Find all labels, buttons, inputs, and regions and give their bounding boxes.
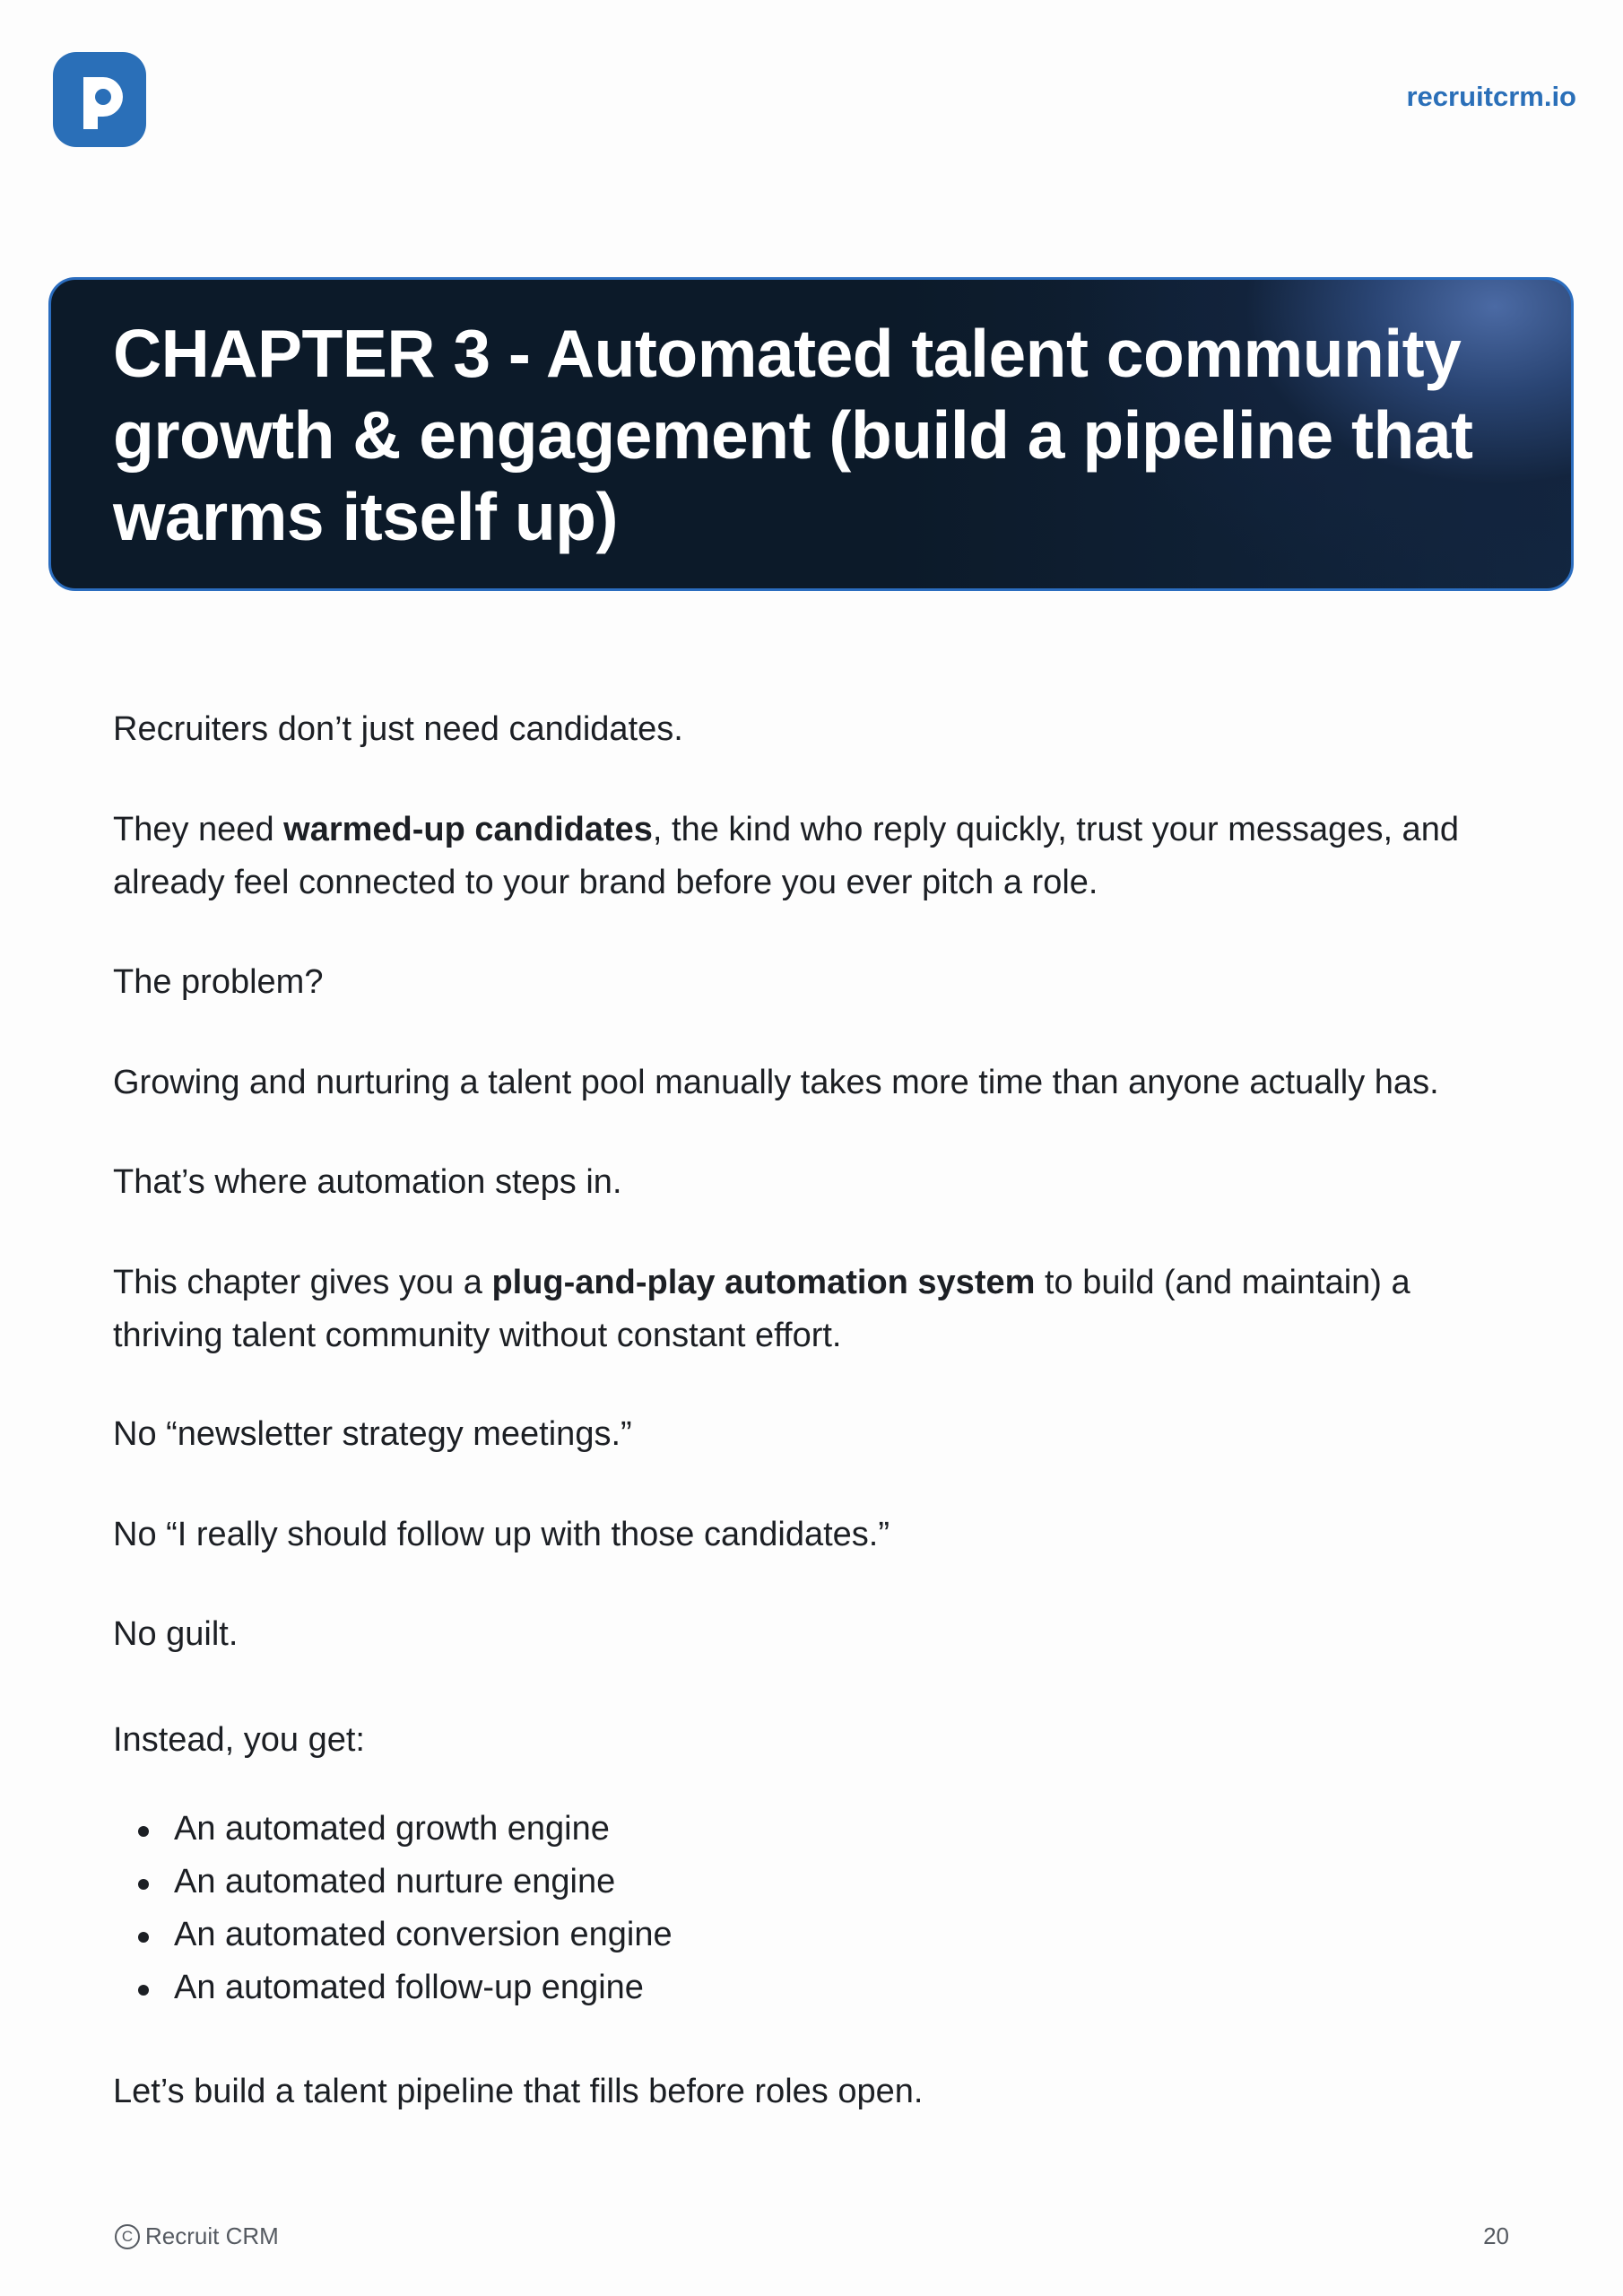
- paragraph-closing: Let’s build a talent pipeline that fills before roles open.: [113, 2073, 924, 2110]
- paragraph-intro: Recruiters don’t just need candidates.: [113, 710, 683, 748]
- copyright-icon: C: [115, 2224, 140, 2249]
- footer-copyright: [115, 2222, 279, 2250]
- emphasis-system: plug-and-play automation system: [491, 1264, 1036, 1301]
- paragraph-no-meetings: No “newsletter strategy meetings.”: [113, 1415, 632, 1453]
- paragraph-manual: Growing and nurturing a talent pool manually takes more time than anyone actually has.: [113, 1064, 1439, 1101]
- paragraph-no-guilt: No guilt.: [113, 1615, 239, 1653]
- bullet-icon: [138, 1879, 149, 1890]
- page-number: 20: [1483, 2222, 1509, 2249]
- paragraph-no-followup: No “I really should follow up with those candidates.”: [113, 1516, 890, 1553]
- list-item: An automated growth engine: [113, 1803, 1368, 1856]
- footer-brand: Recruit CRM: [145, 2222, 279, 2249]
- bullet-icon: [138, 1985, 149, 1996]
- chapter-banner: [48, 277, 1574, 591]
- paragraph-instead: Instead, you get:: [113, 1721, 365, 1759]
- paragraph-system: This chapter gives you a plug-and-play automation system to build (and maintain) a thriving talent community without constant effort.: [113, 1264, 1410, 1354]
- paragraph-automation: That’s where automation steps in.: [113, 1163, 622, 1201]
- list-item: An automated nurture engine: [113, 1856, 1368, 1909]
- engine-list: [113, 1803, 1368, 2014]
- paragraph-warmed-up: They need warmed-up candidates, the kind who reply quickly, trust your messages, and already feel connected to your brand before you ever pitch a role.: [113, 811, 1459, 901]
- list-item: An automated follow-up engine: [113, 1961, 1368, 2014]
- emphasis-warmed-up: warmed-up candidates: [283, 811, 653, 848]
- chapter-title: CHAPTER 3 - Automated talent community growth & engagement (build a pipeline that warms itself up): [113, 316, 1473, 554]
- list-item: An automated conversion engine: [113, 1909, 1368, 1961]
- recruitcrm-logo-icon: [53, 52, 146, 147]
- bullet-icon: [138, 1826, 149, 1837]
- site-url[interactable]: recruitcrm.io: [1406, 81, 1576, 112]
- paragraph-problem: The problem?: [113, 963, 324, 1001]
- bullet-icon: [138, 1932, 149, 1943]
